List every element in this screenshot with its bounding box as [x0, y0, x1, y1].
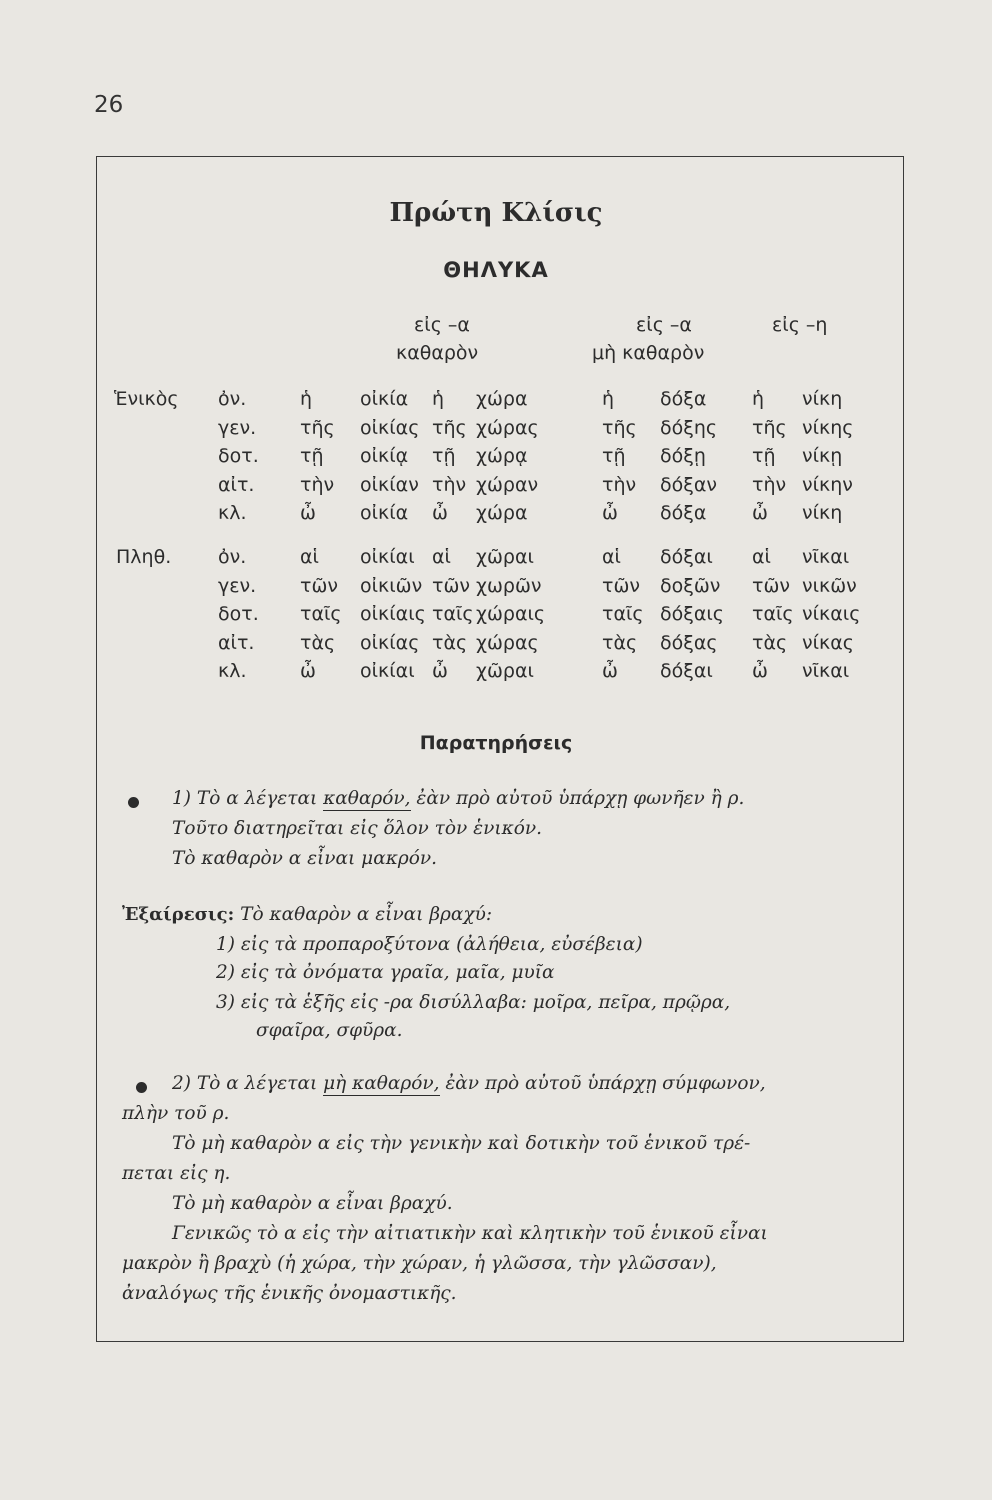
plural-row-w4: νίκαις [802, 603, 861, 625]
plural-row-a2: τῶν [432, 574, 470, 597]
singular-row-case: αἰτ. [218, 473, 255, 496]
plural-row-w4: νικῶν [802, 574, 857, 597]
note1-line2: Τοῦτο διατηρεῖται εἰς ὅλον τὸν ἑνικόν. [172, 818, 542, 839]
note2-line1-rest: ἐὰν πρὸ αὐτοῦ ὑπάρχῃ σύμφωνον, [439, 1073, 766, 1094]
plural-row-w1: οἰκιῶν [360, 574, 423, 597]
plural-row-case: δοτ. [218, 603, 259, 625]
singular-row-a2: τῇ [432, 445, 456, 467]
singular-row-w1: οἰκία [360, 502, 409, 524]
plural-row-a1: τῶν [300, 574, 338, 597]
plural-row-a3: τὰς [602, 631, 638, 654]
exception-1: 1) εἰς τὰ προπαροξύτονα (ἀλήθεια, εὐσέβεια) [216, 934, 643, 955]
singular-row-a1: ὦ [300, 502, 316, 524]
plural-row-w2: χῶραι [476, 660, 534, 682]
singular-row-case: ὀν. [218, 388, 247, 410]
plural-row-a4: ὦ [752, 660, 768, 682]
note2-line7: μακρὸν ἢ βραχὺ (ἡ χώρα, τὴν χώραν, ἡ γλῶσσα, τὴν γλῶσσαν), [122, 1253, 717, 1274]
singular-row-a3: ὦ [602, 502, 618, 524]
plural-group-label: Πληθ. [116, 546, 172, 568]
singular-group-label: Ἑνικὸς [114, 388, 179, 410]
singular-row-a2: ὦ [432, 502, 448, 524]
notes-title: Παρατηρήσεις [419, 732, 573, 754]
plural-row-w1: οἰκίαι [360, 546, 415, 568]
singular-row-w4: νίκῃ [802, 445, 843, 467]
note2-line1 [172, 1073, 766, 1094]
singular-row-a4: τὴν [752, 473, 787, 496]
singular-row-a1: τὴν [300, 473, 335, 496]
singular-row-a3: τὴν [602, 473, 637, 496]
note1-line3: Τὸ καθαρὸν α εἶναι μακρόν. [172, 848, 437, 869]
plural-row-case: κλ. [218, 660, 247, 682]
plural-row-w4: νίκας [802, 631, 854, 654]
plural-row-w3: δόξαι [660, 546, 713, 568]
singular-row-w1: οἰκίας [360, 416, 420, 439]
plural-row-w4: νῖκαι [802, 660, 850, 682]
singular-row-case: κλ. [218, 502, 247, 524]
singular-row-a4: τῆς [752, 416, 787, 439]
singular-row-w3: δόξαν [660, 473, 717, 496]
note2-line5: Τὸ μὴ καθαρὸν α εἶναι βραχύ. [172, 1193, 453, 1214]
singular-row-w4: νίκης [802, 416, 854, 439]
plural-row-case: γεν. [218, 574, 257, 597]
plural-row-w3: δόξαις [660, 603, 724, 625]
plural-row-a4: ταῖς [752, 603, 794, 625]
plural-row-w2: χώραις [476, 603, 546, 625]
exceptions-heading [122, 904, 492, 925]
plural-row-w2: χῶραι [476, 546, 534, 568]
note1-line1-text: 1) Τὸ α λέγεται [172, 788, 324, 809]
singular-row-a3: τῆς [602, 416, 637, 439]
plural-row-w1: οἰκίαι [360, 660, 415, 682]
note1-line1-rest: ἐὰν πρὸ αὐτοῦ ὑπάρχῃ φωνῆεν ἢ ρ. [410, 788, 745, 809]
plural-row-w3: δοξῶν [660, 574, 721, 597]
plural-row-w1: οἰκίας [360, 631, 420, 654]
singular-row-w3: δόξης [660, 416, 718, 439]
singular-row-a2: τὴν [432, 473, 467, 496]
note2-line2: πλὴν τοῦ ρ. [122, 1103, 230, 1124]
singular-row-w2: χώραν [476, 473, 539, 496]
column-header-1-line2: καθαρὸν [396, 342, 479, 364]
singular-row-w4: νίκη [802, 502, 843, 524]
plural-row-a4: τὰς [752, 631, 788, 654]
exceptions-label: Ἐξαίρεσις: [122, 904, 235, 925]
singular-row-w1: οἰκίᾳ [360, 445, 409, 467]
singular-row-w2: χώρα [476, 388, 528, 410]
singular-row-a1: τῇ [300, 445, 324, 467]
singular-row-w2: χώρᾳ [476, 445, 528, 467]
column-header-2-line1: εἰς –α [636, 314, 692, 336]
plural-row-w3: δόξαι [660, 660, 713, 682]
plural-row-a1: ταῖς [300, 603, 342, 625]
singular-row-w4: νίκη [802, 388, 843, 410]
note2-line6: Γενικῶς τὸ α εἰς τὴν αἰτιατικὴν καὶ κλητικὴν τοῦ ἑνικοῦ εἶναι [172, 1223, 768, 1244]
singular-row-w3: δόξα [660, 502, 707, 524]
plural-row-a3: ὦ [602, 660, 618, 682]
plural-row-a1: αἱ [300, 546, 319, 568]
plural-row-w4: νῖκαι [802, 546, 850, 568]
singular-row-w3: δόξα [660, 388, 707, 410]
singular-row-w2: χώρας [476, 416, 539, 439]
note1-underlined: καθαρόν, [323, 788, 411, 809]
singular-row-a4: ὦ [752, 502, 768, 524]
plural-row-a1: τὰς [300, 631, 336, 654]
singular-row-a4: τῇ [752, 445, 776, 467]
plural-row-a2: τὰς [432, 631, 468, 654]
plural-row-w1: οἰκίαις [360, 603, 426, 625]
singular-row-a3: ἡ [602, 388, 615, 410]
plural-row-a3: αἱ [602, 546, 621, 568]
plural-row-a4: τῶν [752, 574, 790, 597]
plural-row-case: αἰτ. [218, 631, 255, 654]
plural-row-w2: χωρῶν [476, 574, 542, 597]
singular-row-a1: τῆς [300, 416, 335, 439]
note1-line1 [172, 788, 744, 809]
page-title: Πρώτη Κλίσις [389, 198, 603, 228]
singular-row-case: γεν. [218, 416, 257, 439]
column-header-1-line1: εἰς –α [414, 314, 470, 336]
bullet-icon [128, 797, 139, 808]
singular-row-a1: ἡ [300, 388, 313, 410]
exception-3-continued: σφαῖρα, σφῦρα. [256, 1020, 403, 1041]
exceptions-intro: Τὸ καθαρὸν α εἶναι βραχύ: [234, 904, 493, 925]
singular-row-w4: νίκην [802, 473, 853, 496]
plural-row-a3: τῶν [602, 574, 640, 597]
plural-row-w3: δόξας [660, 631, 718, 654]
singular-row-a2: ἡ [432, 388, 445, 410]
exception-2: 2) εἰς τὰ ὀνόματα γραῖα, μαῖα, μυῖα [216, 962, 555, 983]
plural-row-case: ὀν. [218, 546, 247, 568]
plural-row-a4: αἱ [752, 546, 771, 568]
singular-row-case: δοτ. [218, 445, 259, 467]
plural-row-w2: χώρας [476, 631, 539, 654]
note2-line8: ἀναλόγως τῆς ἑνικῆς ὀνομαστικῆς. [122, 1283, 457, 1304]
section-subtitle: ΘΗΛΥΚΑ [443, 258, 549, 282]
singular-row-a4: ἡ [752, 388, 765, 410]
singular-row-w2: χώρα [476, 502, 528, 524]
singular-row-w1: οἰκίαν [360, 473, 419, 496]
bullet-icon [136, 1082, 147, 1093]
column-header-3-line1: εἰς –η [772, 314, 828, 336]
note2-underlined: μὴ καθαρόν, [323, 1073, 440, 1094]
plural-row-a1: ὦ [300, 660, 316, 682]
note2-line4: πεται εἰς η. [122, 1163, 231, 1184]
plural-row-a3: ταῖς [602, 603, 644, 625]
singular-row-w1: οἰκία [360, 388, 409, 410]
note2-line1-text: 2) Τὸ α λέγεται [172, 1073, 324, 1094]
note2-line3: Τὸ μὴ καθαρὸν α εἰς τὴν γενικὴν καὶ δοτικὴν τοῦ ἑνικοῦ τρέ- [172, 1133, 751, 1154]
plural-row-a2: αἱ [432, 546, 451, 568]
column-header-2-line2: μὴ καθαρὸν [592, 342, 705, 364]
plural-row-a2: ὦ [432, 660, 448, 682]
plural-row-a2: ταῖς [432, 603, 474, 625]
page-number: 26 [94, 92, 124, 118]
singular-row-w3: δόξῃ [660, 445, 706, 467]
exception-3: 3) εἰς τὰ ἑξῆς εἰς -ρα δισύλλαβα: μοῖρα, πεῖρα, πρῷρα, [216, 992, 731, 1013]
singular-row-a3: τῇ [602, 445, 626, 467]
singular-row-a2: τῆς [432, 416, 467, 439]
